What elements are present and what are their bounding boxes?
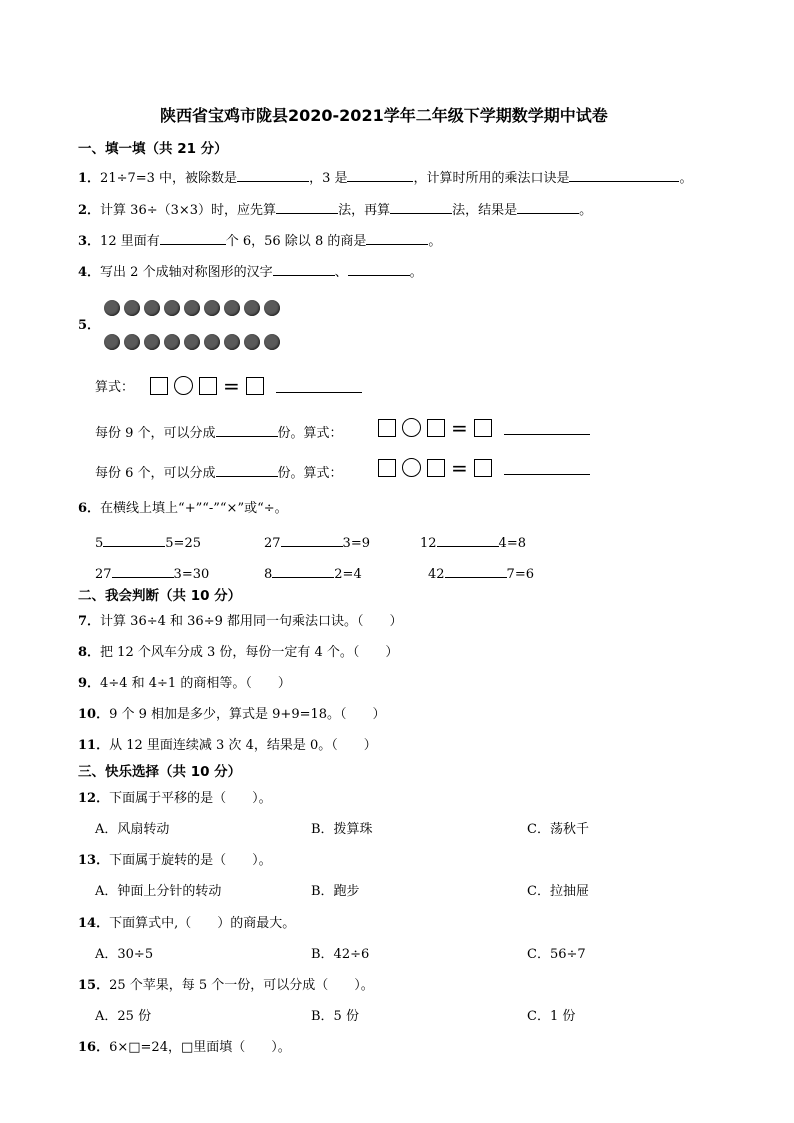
answer-blank[interactable] xyxy=(103,532,165,547)
answer-blank[interactable] xyxy=(216,422,278,437)
q5-line-b: 每份 6 个，可以分成 份。算式： xyxy=(95,462,343,482)
fill-item: 5 5=25 xyxy=(95,532,201,552)
page-title: 陕西省宝鸡市陇县2020-2021学年二年级下学期数学期中试卷 xyxy=(160,106,608,125)
square-box[interactable] xyxy=(246,377,264,395)
dot xyxy=(224,300,240,316)
formula-boxes xyxy=(378,455,590,480)
equals-sign: = xyxy=(451,455,468,480)
dot xyxy=(204,334,220,350)
q5-line-a: 每份 9 个，可以分成 份。算式： xyxy=(95,422,343,442)
answer-blank[interactable] xyxy=(276,378,362,393)
question-number: 5． xyxy=(78,318,101,333)
option-a[interactable]: A．风扇转动 xyxy=(95,822,170,837)
option-b[interactable]: B．42÷6 xyxy=(311,947,370,962)
answer-blank[interactable] xyxy=(348,261,410,276)
question-number: 1． xyxy=(78,171,101,186)
question-7: 7．计算 36÷4 和 36÷9 都用同一句乘法口诀。（ ） xyxy=(78,614,403,629)
answer-blank[interactable] xyxy=(216,462,278,477)
question-8: 8．把 12 个风车分成 3 份，每份一定有 4 个。（ ） xyxy=(78,645,399,660)
dot xyxy=(124,300,140,316)
option-c[interactable]: C．56÷7 xyxy=(527,947,586,962)
option-a[interactable]: A．钟面上分针的转动 xyxy=(95,884,222,899)
question-14: 14．下面算式中,（ ）的商最大。 xyxy=(78,916,296,931)
section-heading-2: 二、我会判断（共 10 分） xyxy=(78,588,242,604)
square-box[interactable] xyxy=(474,459,492,477)
answer-blank[interactable] xyxy=(569,167,679,182)
option-c[interactable]: C．拉抽屉 xyxy=(527,884,589,899)
square-box[interactable] xyxy=(474,419,492,437)
answer-blank[interactable] xyxy=(273,261,335,276)
answer-blank[interactable] xyxy=(517,199,579,214)
question-6: 6．在横线上填上“+”“-”“×”或“÷。 xyxy=(78,501,288,516)
formula-label: 算式： xyxy=(95,380,135,395)
square-box[interactable] xyxy=(199,377,217,395)
dot xyxy=(244,334,260,350)
dot xyxy=(264,300,280,316)
fill-item: 27 3=9 xyxy=(264,532,370,552)
square-box[interactable] xyxy=(378,459,396,477)
question-15: 15．25 个苹果，每 5 个一份，可以分成（ ）。 xyxy=(78,978,374,993)
operator-circle[interactable] xyxy=(402,418,421,437)
dot xyxy=(164,334,180,350)
option-a[interactable]: A．25 份 xyxy=(95,1009,152,1024)
formula-boxes xyxy=(150,373,362,398)
answer-blank[interactable] xyxy=(272,563,334,578)
question-1: 1．21÷7=3 中，被除数是 ，3 是 ，计算时所用的乘法口诀是 。 xyxy=(78,167,693,187)
question-9: 9．4÷4 和 4÷1 的商相等。（ ） xyxy=(78,676,291,691)
fill-item: 12 4=8 xyxy=(420,532,526,552)
square-box[interactable] xyxy=(427,419,445,437)
dot xyxy=(144,334,160,350)
question-10: 10．9 个 9 相加是多少，算式是 9+9=18。（ ） xyxy=(78,707,386,722)
option-b[interactable]: B．5 份 xyxy=(311,1009,359,1024)
answer-blank[interactable] xyxy=(504,460,590,475)
answer-blank[interactable] xyxy=(160,230,226,245)
answer-blank[interactable] xyxy=(437,532,499,547)
question-11: 11．从 12 里面连续减 3 次 4，结果是 0。（ ） xyxy=(78,738,377,753)
fill-item: 42 7=6 xyxy=(428,563,534,583)
answer-blank[interactable] xyxy=(281,532,343,547)
question-13: 13．下面属于旋转的是（ ）。 xyxy=(78,853,272,868)
option-c[interactable]: C．荡秋千 xyxy=(527,822,589,837)
dot xyxy=(264,334,280,350)
fill-item: 8 2=4 xyxy=(264,563,362,583)
answer-blank[interactable] xyxy=(504,420,590,435)
formula-boxes xyxy=(378,415,590,440)
dot-row-2 xyxy=(104,334,280,350)
answer-blank[interactable] xyxy=(347,167,413,182)
option-c[interactable]: C．1 份 xyxy=(527,1009,576,1024)
question-16: 16．6×□=24，□里面填（ ）。 xyxy=(78,1040,291,1055)
fill-item: 27 3=30 xyxy=(95,563,209,583)
answer-blank[interactable] xyxy=(276,199,338,214)
option-a[interactable]: A．30÷5 xyxy=(95,947,154,962)
dot xyxy=(224,334,240,350)
dot xyxy=(204,300,220,316)
option-b[interactable]: B．拨算珠 xyxy=(311,822,373,837)
answer-blank[interactable] xyxy=(237,167,309,182)
question-3: 3．12 里面有 个 6，56 除以 8 的商是 。 xyxy=(78,230,441,250)
dot xyxy=(244,300,260,316)
question-4: 4．写出 2 个成轴对称图形的汉字 、 。 xyxy=(78,261,423,281)
square-box[interactable] xyxy=(150,377,168,395)
question-2: 2．计算 36÷（3×3）时，应先算 法，再算 法，结果是 。 xyxy=(78,199,592,219)
dot xyxy=(144,300,160,316)
section-heading-1: 一、填一填（共 21 分） xyxy=(78,141,228,157)
dot xyxy=(124,334,140,350)
dot xyxy=(184,334,200,350)
section-heading-3: 三、快乐选择（共 10 分） xyxy=(78,764,242,780)
equals-sign: = xyxy=(223,373,240,398)
option-b[interactable]: B．跑步 xyxy=(311,884,360,899)
answer-blank[interactable] xyxy=(390,199,452,214)
answer-blank[interactable] xyxy=(112,563,174,578)
operator-circle[interactable] xyxy=(402,458,421,477)
question-12: 12．下面属于平移的是（ ）。 xyxy=(78,791,272,806)
dot xyxy=(164,300,180,316)
equals-sign: = xyxy=(451,415,468,440)
answer-blank[interactable] xyxy=(366,230,428,245)
square-box[interactable] xyxy=(427,459,445,477)
dot-row-1 xyxy=(104,300,280,316)
dot xyxy=(104,334,120,350)
answer-blank[interactable] xyxy=(445,563,507,578)
square-box[interactable] xyxy=(378,419,396,437)
dot xyxy=(104,300,120,316)
dot xyxy=(184,300,200,316)
operator-circle[interactable] xyxy=(174,376,193,395)
